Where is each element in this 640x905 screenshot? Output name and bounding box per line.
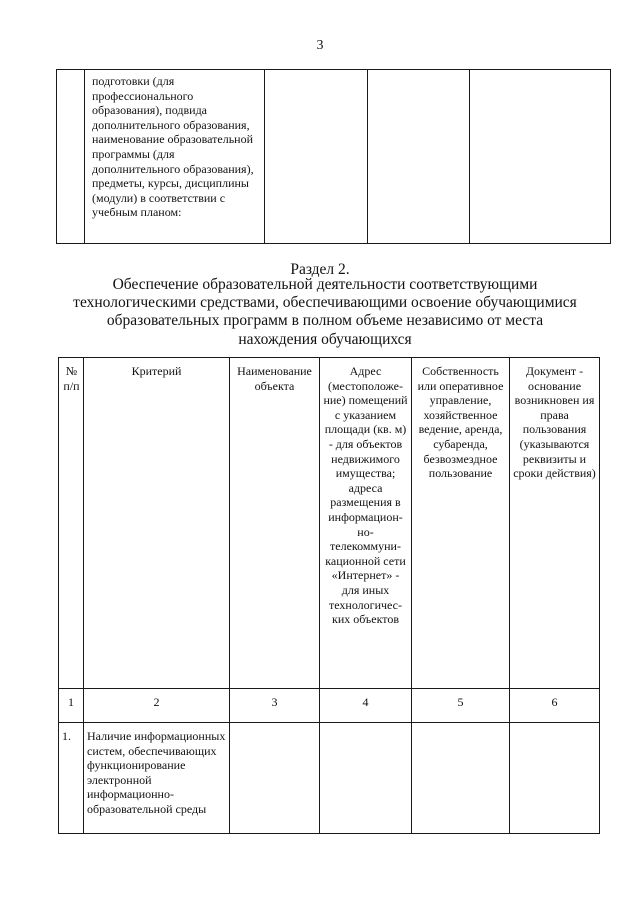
continuation-table <box>56 69 611 244</box>
column-number: 1 <box>59 689 84 723</box>
header-object-name: Наименование объекта <box>230 358 320 689</box>
section-description: Обеспечение образовательной деятельности соответствующими технологическими средствами, обеспечивающими освоение обучающимися образовательных программ в полном объеме независимо от места нахождения обучающихся <box>73 276 577 348</box>
header-number: № п/п <box>59 358 84 689</box>
criterion-text: подготовки (для профессионального образования), подвида дополнительного образования, наименование образовательной программы (для дополнительного образования), предметы, курсы, дисциплины (модули) в соответствии с учебным планом: <box>92 74 254 220</box>
resources-table <box>58 357 600 834</box>
header-ownership: Собственность или оперативное управление, хозяйственное ведение, аренда, субаренда, безвозмездное пользование <box>412 358 510 689</box>
header-row <box>59 358 600 689</box>
column-number: 3 <box>230 689 320 723</box>
section-title: Раздел 2. <box>290 261 350 278</box>
table-cell <box>85 70 265 244</box>
row-number: 1. <box>59 723 84 834</box>
column-number: 2 <box>84 689 230 723</box>
table-cell <box>368 70 470 244</box>
column-number: 5 <box>412 689 510 723</box>
table-cell <box>57 70 85 244</box>
header-document: Документ - основание возникновен ия права пользования (указываются реквизиты и сроки действия) <box>510 358 600 689</box>
page-number: 3 <box>316 38 324 53</box>
column-number: 6 <box>510 689 600 723</box>
column-number-row <box>59 689 600 723</box>
row-object-name <box>230 723 320 834</box>
row-address <box>320 723 412 834</box>
header-criterion: Критерий <box>84 358 230 689</box>
table-row <box>59 723 600 834</box>
table-row <box>57 70 611 244</box>
header-address: Адрес (местоположе-ние) помещений с указанием площади (кв. м) - для объектов недвижимого имущества; адреса размещения в информацион-но-телекоммуни-кационной сети «Интернет» - для иных технологичес-ких объектов <box>320 358 412 689</box>
table-cell <box>470 70 611 244</box>
row-ownership <box>412 723 510 834</box>
row-criterion: Наличие информационных систем, обеспечивающих функционирование электронной информационно-образовательной среды <box>84 723 230 834</box>
table-cell <box>265 70 368 244</box>
column-number: 4 <box>320 689 412 723</box>
row-document <box>510 723 600 834</box>
